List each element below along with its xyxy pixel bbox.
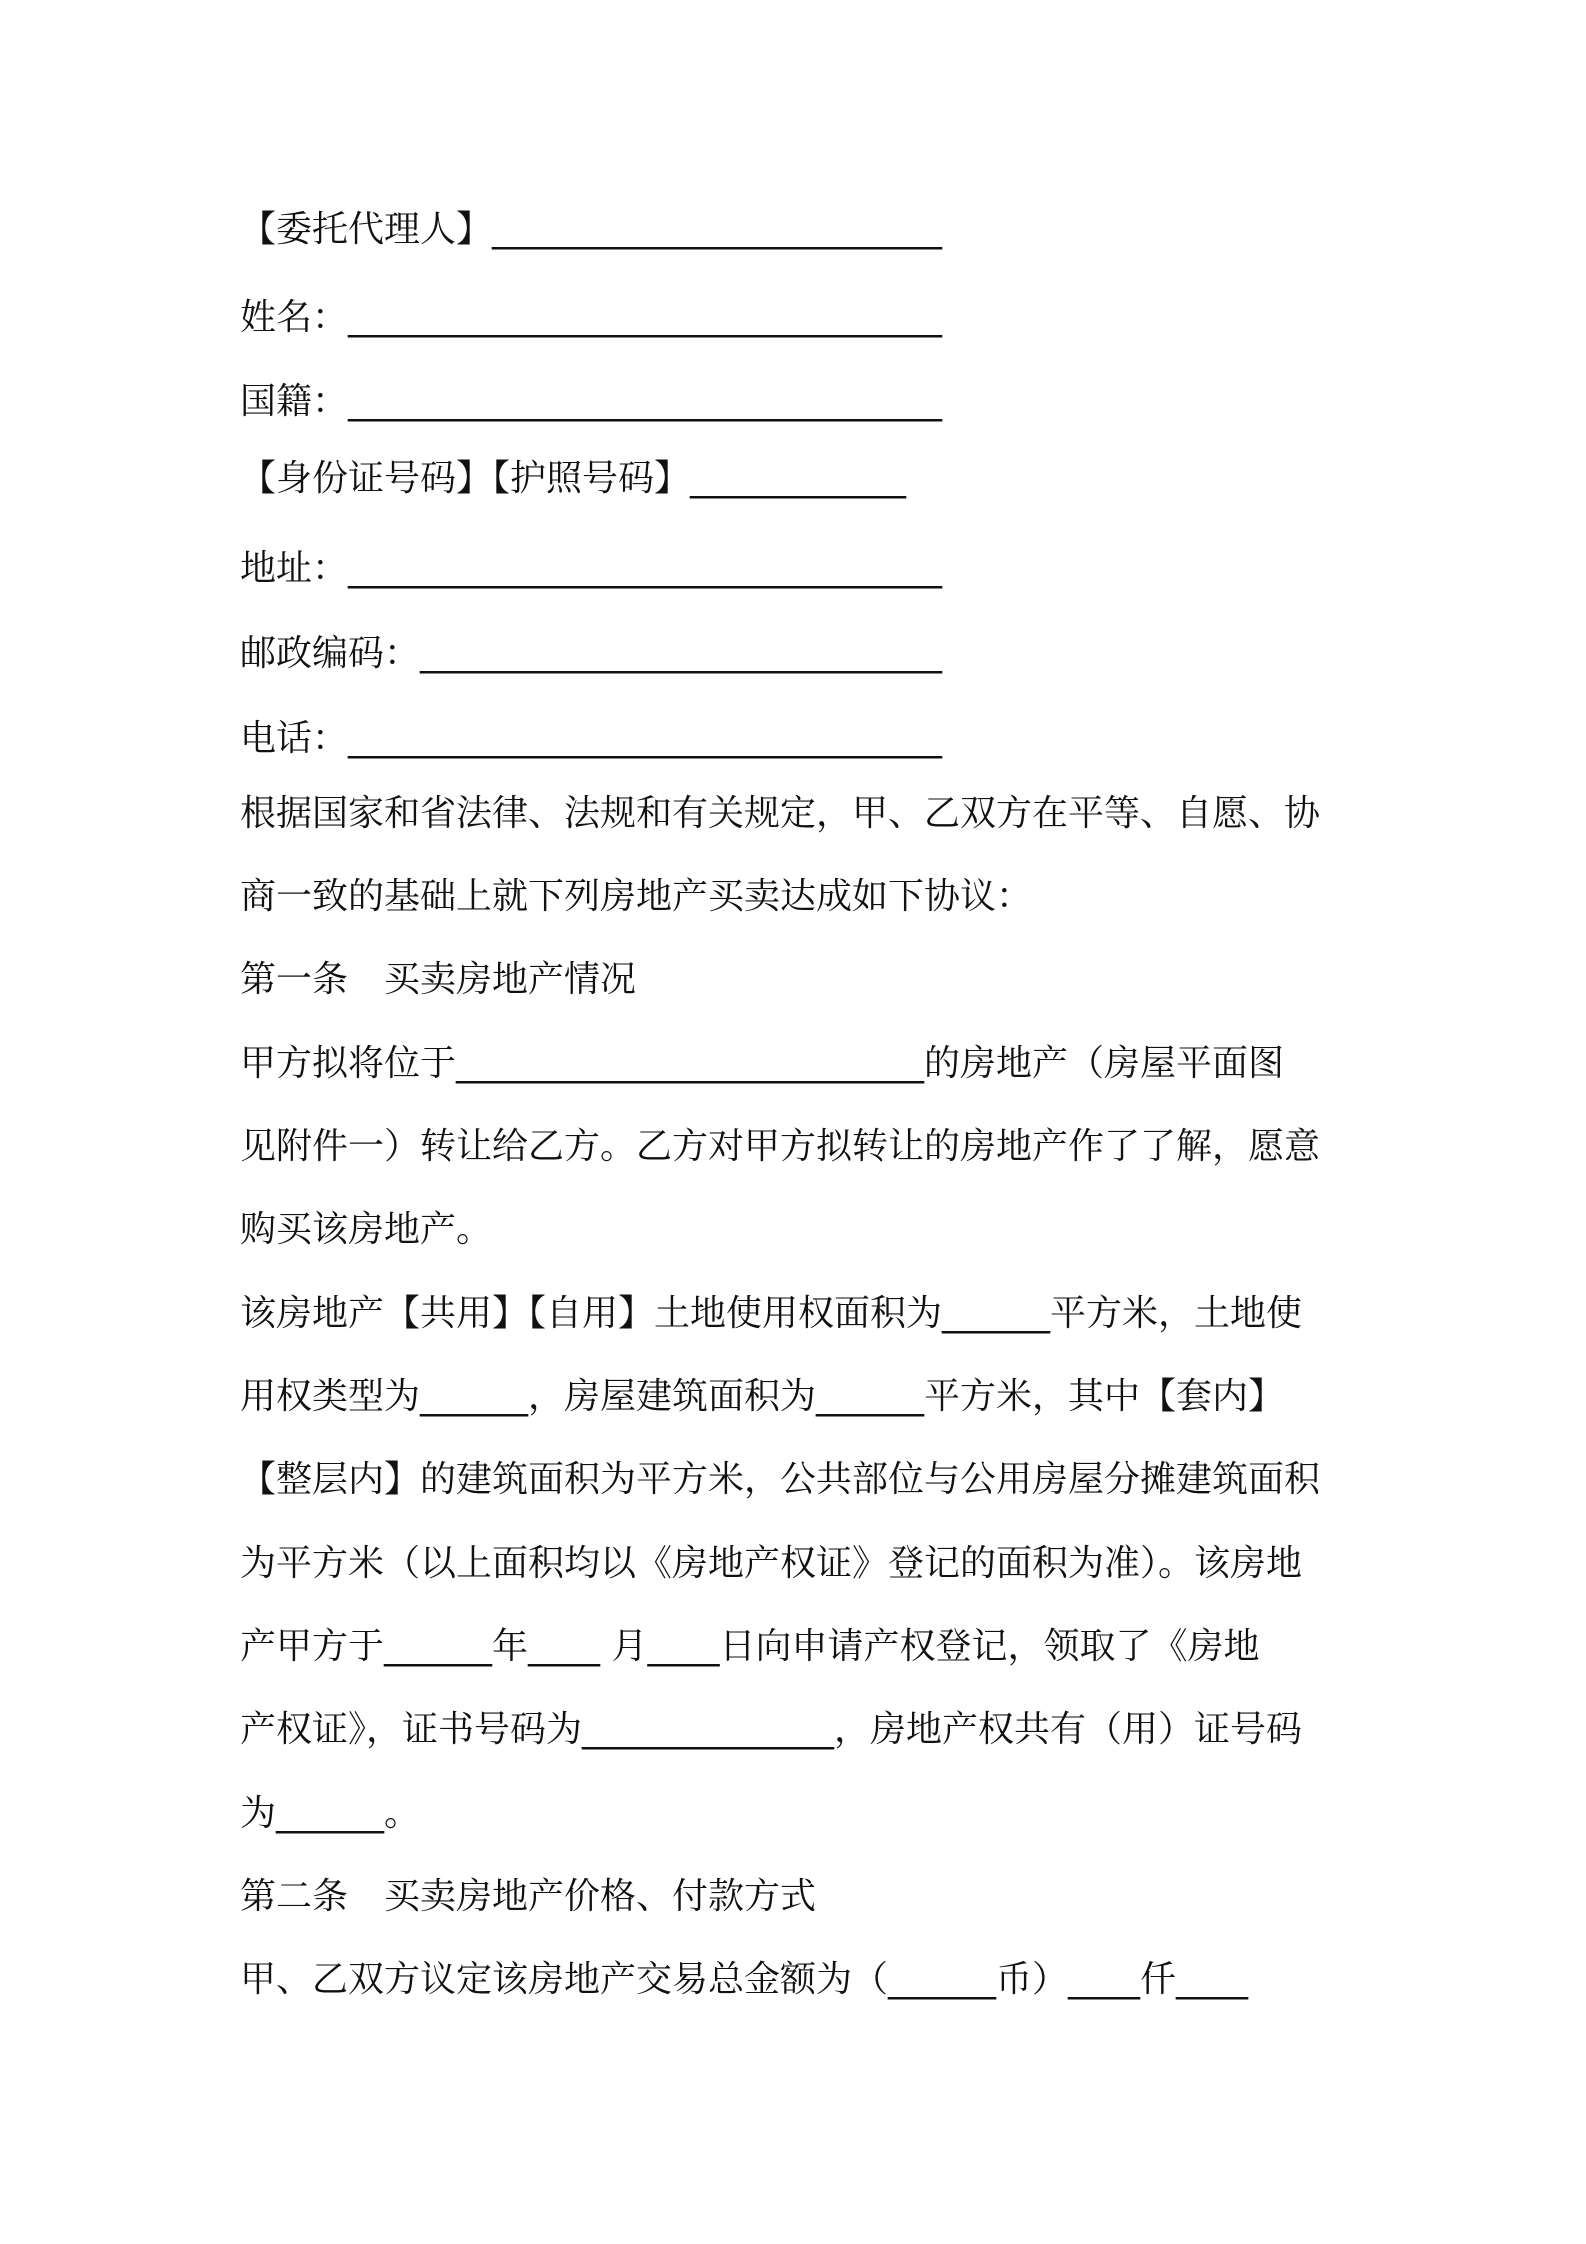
preamble-line-2: 商一致的基础上就下列房地产买卖达成如下协议： xyxy=(240,876,1033,917)
postal-code-line: 邮政编码：_____________________________ xyxy=(240,633,943,674)
phone-line: 电话：_________________________________ xyxy=(240,718,943,759)
article-1-para-1-line-1: 甲方拟将位于__________________________的房地产（房屋平面图 xyxy=(240,1043,1285,1084)
nationality-line: 国籍：_________________________________ xyxy=(240,381,943,422)
article-1-heading: 第一条 买卖房地产情况 xyxy=(240,959,637,1000)
id-passport-line: 【身份证号码】【护照号码】____________ xyxy=(240,458,907,499)
preamble-line-1: 根据国家和省法律、法规和有关规定，甲、乙双方在平等、自愿、协 xyxy=(240,793,1321,834)
article-1-para-2-line-5: 产甲方于______年____ 月____日向申请产权登记，领取了《房地 xyxy=(240,1626,1260,1667)
agent-heading-line: 【委托代理人】_________________________ xyxy=(240,209,943,250)
article-1-para-2-line-7: 为______。 xyxy=(240,1793,421,1834)
article-1-para-2-line-4: 为平方米（以上面积均以《房地产权证》登记的面积为准）。该房地 xyxy=(240,1543,1303,1584)
article-1-para-2-line-1: 该房地产【共用】【自用】土地使用权面积为______平方米，土地使 xyxy=(240,1293,1303,1334)
article-1-para-1-line-2: 见附件一）转让给乙方。乙方对甲方拟转让的房地产作了了解，愿意 xyxy=(240,1126,1321,1167)
article-1-para-2-line-6: 产权证》，证书号码为______________，房地产权共有（用）证号码 xyxy=(240,1709,1303,1750)
article-1-para-2-line-2: 用权类型为______，房屋建筑面积为______平方米，其中【套内】 xyxy=(240,1376,1285,1417)
name-line: 姓名：_________________________________ xyxy=(240,297,943,338)
address-line: 地址：_________________________________ xyxy=(240,548,943,589)
article-2-heading: 第二条 买卖房地产价格、付款方式 xyxy=(240,1876,817,1917)
article-1-para-2-line-3: 【整层内】的建筑面积为平方米，公共部位与公用房屋分摊建筑面积 xyxy=(240,1459,1321,1500)
article-1-para-1-line-3: 购买该房地产。 xyxy=(240,1209,493,1250)
article-2-para-1-line-1: 甲、乙双方议定该房地产交易总金额为（______币）____仟____ xyxy=(240,1959,1249,2000)
